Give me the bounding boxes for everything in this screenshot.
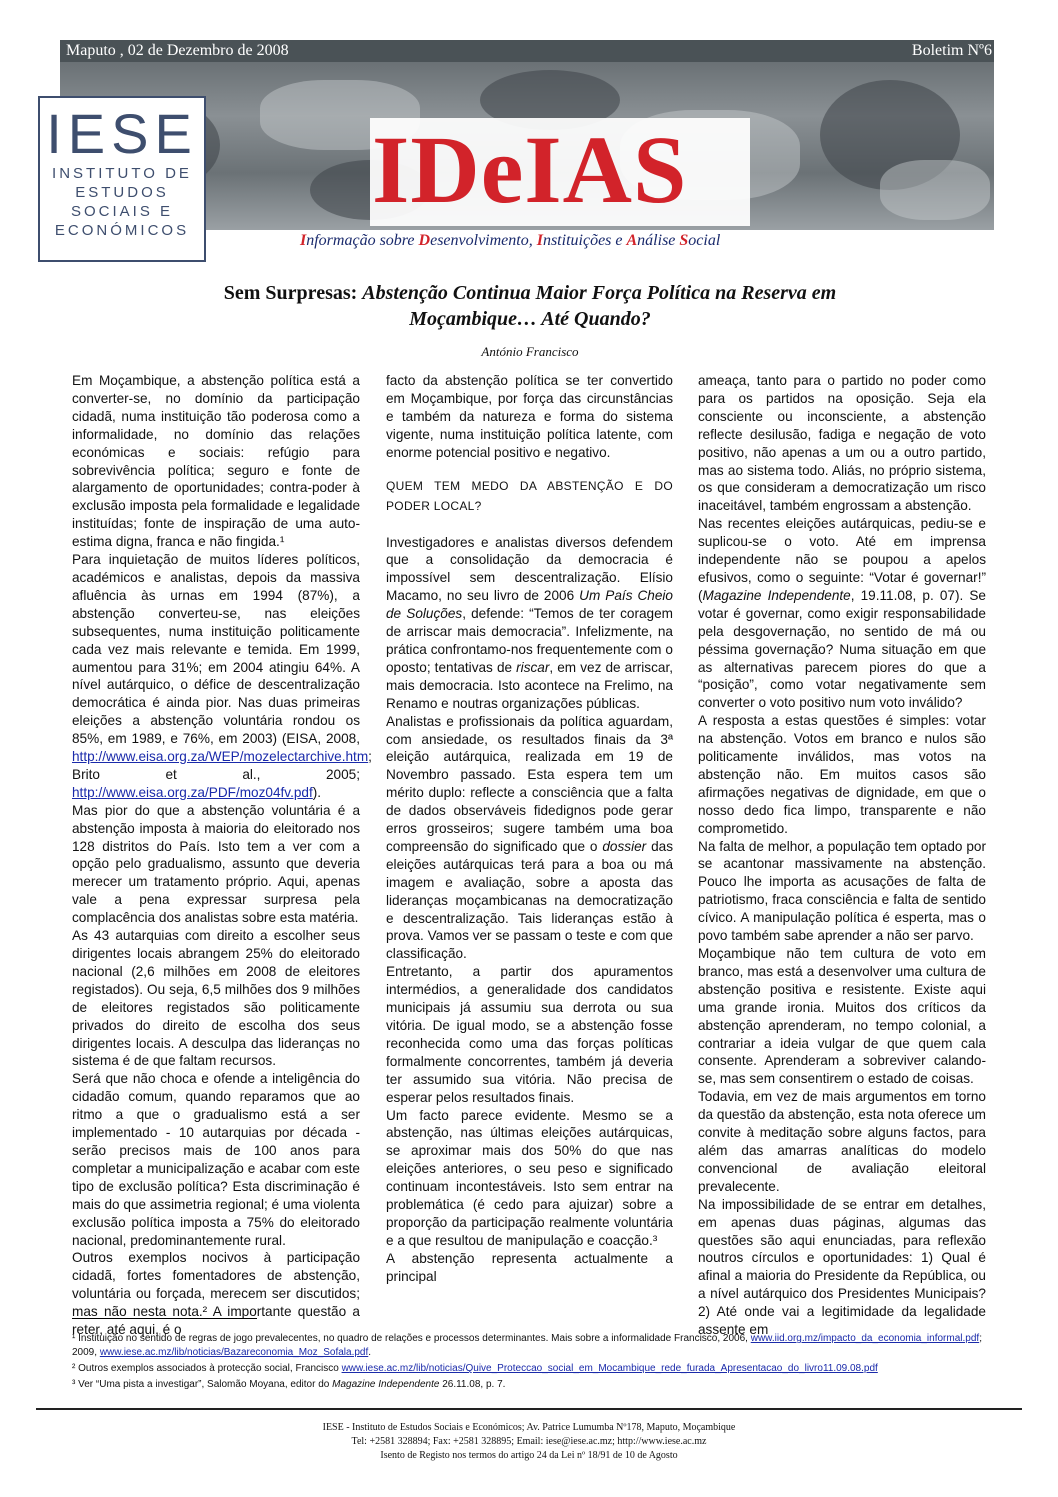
- masthead-tagline: Informação sobre Desenvolvimento, Instituições e Análise Social: [300, 232, 721, 249]
- footnote-1: ¹ Instituição no sentido de regras de jogo prevalecentes, no quadro de relações e processos determinantes. Mais sobre a informalidade Francisco, 2006, www.iid.org.mz/impacto_da_economia_informal.pdf; 2009, www.iese.ac.mz/lib/noticias/Bazareconomia_Moz_Sofala.pdf.: [72, 1333, 982, 1358]
- text-column-3: [698, 372, 986, 1339]
- logo-line-2: ESTUDOS: [75, 184, 169, 201]
- footnote-2: ² Outros exemplos associados à protecção social, Francisco www.iese.ac.mz/lib/noticias/Quive_Proteccao_social_em_Mocambique_rede_furada_Apresentacao_do_livro11.09.08.pdf: [72, 1363, 878, 1374]
- issue-number: Boletim Nº6: [911, 42, 992, 59]
- section-heading: QUEM TEM MEDO DA ABSTENÇÃO E DO PODER LOCAL?: [386, 478, 673, 513]
- title-plain: Sem Surpresas:: [223, 282, 363, 304]
- eisa-pdf-link[interactable]: http://www.eisa.org.za/PDF/moz04fv.pdf: [72, 784, 313, 800]
- footer-address: IESE - Instituto de Estudos Sociais e Económicos; Av. Patrice Lumumba Nº178, Maputo, Moçambique: [322, 1422, 736, 1433]
- logo-line-3: SOCIAIS E: [70, 203, 174, 220]
- paragraph: Para inquietação de muitos líderes políticos, académicos e analistas, depois da massiva afluência às urnas em 1994 (87%), a abstenção converteu-se, nas eleições subsequentes, numa instituição politicamente cada vez mais relevante e temida. Em 1999, aumentou para 31%; em 2004 atingiu 64%. A nível autárquico, o défice de descentralização democrática é ainda pior. Nas duas primeiras eleições a abstenção voluntária rondou os 85%, em 1989, e 76%, em 2003) (EISA, 2008, http://www.eisa.org.za/WEP/mozelectarchive.htm; Brito et al., 2005; http://www.eisa.org.za/PDF/moz04fv.pdf).: [72, 552, 372, 800]
- article-title: [130, 280, 930, 332]
- text-column-2: [386, 372, 673, 1286]
- text-column-1: [72, 372, 372, 1339]
- paragraph: Moçambique não tem cultura de voto em branco, mas está a desenvolver uma cultura de abstenção positiva e resistente. Existe aqui uma grande ironia. Muitos dos críticos da abstenção aprenderam, no tempo colonial, a contrariar a ideia vulgar de que quem cala consente. Aprenderam a sobreviver calando-se, mas sem consentirem o estado de coisas.: [698, 946, 986, 1087]
- footnote-3: ³ Ver “Uma pista a investigar”, Salomão Moyana, editor do Magazine Independente 26.11.08, p. 7.: [72, 1379, 506, 1390]
- paragraph: Mas pior do que a abstenção voluntária é a abstenção imposta à maioria do eleitorado nos 128 distritos do País. Isto tem a ver com a opção pelo gradualismo, assunto que deveria merecer um tratamento próprio. Aqui, apenas vale a pena expressar surpresa pela complacência dos analistas sobre esta matéria.: [72, 802, 360, 926]
- paragraph: Outros exemplos nocivos à participação cidadã, fortes fomentadores de abstenção, voluntária ou forçada, merecem ser discutidos; mas não nesta nota.² A importante questão a reter, até aqui, é o: [72, 1250, 360, 1338]
- paragraph: As 43 autarquias com direito a escolher seus dirigentes locais abrangem 25% do eleitorado nacional (2,6 milhões em 2008 de eleitores registados). Ou seja, 6,5 milhões dos 9 milhões de eleitores registados são politicamente privados do direito de escolha dos seus dirigentes locais. A desculpa das lideranças no sistema é de que faltam recursos.: [72, 928, 360, 1069]
- footer-divider: [36, 1408, 1022, 1410]
- paragraph: Nas recentes eleições autárquicas, pediu-se e suplicou-se o voto. Até em imprensa independente não se poupou a apelos efusivos, como o seguinte: “Votar é governar!” (Magazine Independente, 19.11.08, p. 07). Se votar é governar, como exigir responsabilidade pela desgovernação, no sentido de má ou péssima governação? Numa situação em que as alternativas parecem piores do que a “posição”, como votar negativamente sem converter o voto positivo num voto inválido?: [698, 516, 986, 711]
- logo-acronym: IESE: [46, 102, 198, 165]
- title-italic-2: Moçambique… Até Quando?: [409, 308, 651, 330]
- footnote-link[interactable]: www.iid.org.mz/impacto_da_economia_informal.pdf: [750, 1333, 980, 1344]
- paragraph: Um facto parece evidente. Mesmo se a abstenção, nas últimas eleições autárquicas, se aproximar mais dos 50% do que nas eleições anteriores, o seu peso e significado continuam incontestáveis. Isto sem entrar na problemática (é cedo para ajuizar) sobre a proporção da participação realmente voluntária e a que resultou de manipulação e coacção.³: [386, 1107, 673, 1248]
- iese-logo: [38, 96, 206, 262]
- paragraph: Analistas e profissionais da política aguardam, com ansiedade, os resultados finais da 3ª eleição autárquica, realizada em 19 de Novembro passado. Esta espera tem um mérito duplo: reflecte a consciência que a falta de dados observáveis fidedignos pode gerar erros grosseiros; sugere também uma boa compreensão do significado que o dossier das eleições autárquicas terá para a boa ou má imagem e avaliação, sobre a aposta das lideranças moçambicanas na democratização e descentralização. Tais lideranças estão à prova. Vamos ver se passam o teste e com que classificação.: [386, 713, 674, 962]
- paragraph: Entretanto, a partir dos apuramentos intermédios, a generalidade dos candidatos municipais já assumiu sua derrota ou sua vitória. De igual modo, se a abstenção fosse reconhecida como uma das forças políticas formalmente concorrentes, também já deveria ter assumido sua vitória. Não precisa de esperar pelos resultados finais.: [386, 964, 673, 1105]
- paragraph: Todavia, em vez de mais argumentos em torno da questão da abstenção, esta nota oferece um convite à meditação sobre alguns factos, para além das amarras analíticas do modelo convencional de avaliação eleitoral prevalecente.: [698, 1089, 986, 1194]
- footnote-link[interactable]: www.iese.ac.mz/lib/noticias/Quive_Proteccao_social_em_Mocambique_rede_furada_Apresentacao_do_livro11.09.08.pdf: [341, 1363, 878, 1374]
- article-author: António Francisco: [481, 344, 579, 359]
- eisa-archive-link[interactable]: http://www.eisa.org.za/WEP/mozelectarchive.htm: [72, 749, 369, 765]
- paragraph: Na falta de melhor, a população tem optado por se acantonar massivamente na abstenção. Pouco lhe importa as acusações de falta de patriotismo, fraca consciência e falta de sentido cívico. A manipulação política é esperta, mas o povo também sabe aprender a não ser parvo.: [698, 838, 986, 944]
- paragraph: ameaça, tanto para o partido no poder como para os partidos na oposição. Seja ela consciente ou inconsciente, a abstenção reflecte desilusão, fadiga e negação de voto positivo, não apenas a um ou a outro partido, mas ao sistema todo. Aliás, no próprio sistema, os que consideram a democratização um risco inaceitável, também engrossam a abstenção.: [698, 373, 986, 514]
- paragraph: A resposta a estas questões é simples: votar na abstenção. Votos em branco e nulos são politicamente inválidos, mas votos na abstenção não. Em muitos casos são afirmações negativas de dignidade, em que o nosso dedo fica limpo, transparente e não comprometido.: [698, 713, 986, 836]
- footer-contact: Tel: +2581 328894; Fax: +2581 328895; Email: iese@iese.ac.mz; http://www.iese.ac.mz: [351, 1436, 707, 1447]
- paragraph: Na impossibilidade de se entrar em detalhes, em apenas duas páginas, algumas das questões são aqui enunciadas, para reflexão noutros círculos e oportunidades: 1) Qual é afinal a maioria do Presidente da República, ou a nível autárquico dos Presidentes Municipais? 2) Até onde vai a legitimidade da legalidade assente em: [698, 1196, 986, 1338]
- paragraph: Em Moçambique, a abstenção política está a converter-se, no domínio da participação cidadã, numa instituição tão poderosa como a informalidade, no domínio das relações económicas e sociais: refúgio para sobrevivência política; seguro e fonte de alargamento de oportunidades; contra-poder à exclusão imposta pela formalidade e legalidade instituídas; fonte de inspiração de uma auto-estima digna, franca e não fingida.¹: [72, 373, 360, 550]
- paragraph: Será que não choca e ofende a inteligência do cidadão comum, quando reparamos que ao ritmo a que o gradualismo está a ser implementado - 10 autarquias por década - serão precisos mais de 100 anos para completar a municipalização e acabar com este tipo de exclusão política? Esta discriminação é mais do que assimetria regional; é uma violenta exclusão política imposta a 75% do eleitorado nacional, predominantemente rural.: [72, 1071, 360, 1248]
- masthead-title: IDeIAS: [372, 116, 688, 223]
- paragraph: Investigadores e analistas diversos defendem que a consolidação da democracia é impossível sem descentralização. Elísio Macamo, no seu livro de 2006 Um País Cheio de Soluções, defende: “Temos de ter coragem de arriscar mais democracia”. Infelizmente, na prática confrontamo-nos frequentemente com o oposto; tentativas de riscar, em vez de arriscar, mais democracia. Isto acontece na Frelimo, na Renamo e noutras organizações públicas.: [386, 534, 673, 711]
- logo-line-1: INSTITUTO DE: [52, 165, 192, 182]
- paragraph: facto da abstenção política se ter convertido em Moçambique, por força das circunstâncias e também da natureza e forma do sistema vigente, numa instituição política latente, com enorme potencial positivo e negativo.: [386, 373, 673, 460]
- paragraph: A abstenção representa actualmente a principal: [386, 1250, 673, 1284]
- footnote-link[interactable]: www.iese.ac.mz/lib/noticias/Bazareconomia_Moz_Sofala.pdf: [99, 1347, 369, 1358]
- footer-legal: Isento de Registo nos termos do artigo 24 da Lei nº 18/91 de 10 de Agosto: [380, 1450, 678, 1461]
- title-italic-1: Abstenção Continua Maior Força Política na Reserva em: [362, 282, 837, 304]
- logo-line-4: ECONÓMICOS: [54, 222, 190, 239]
- issue-date: Maputo , 02 de Dezembro de 2008: [66, 42, 289, 59]
- footnote-divider: [72, 1318, 257, 1319]
